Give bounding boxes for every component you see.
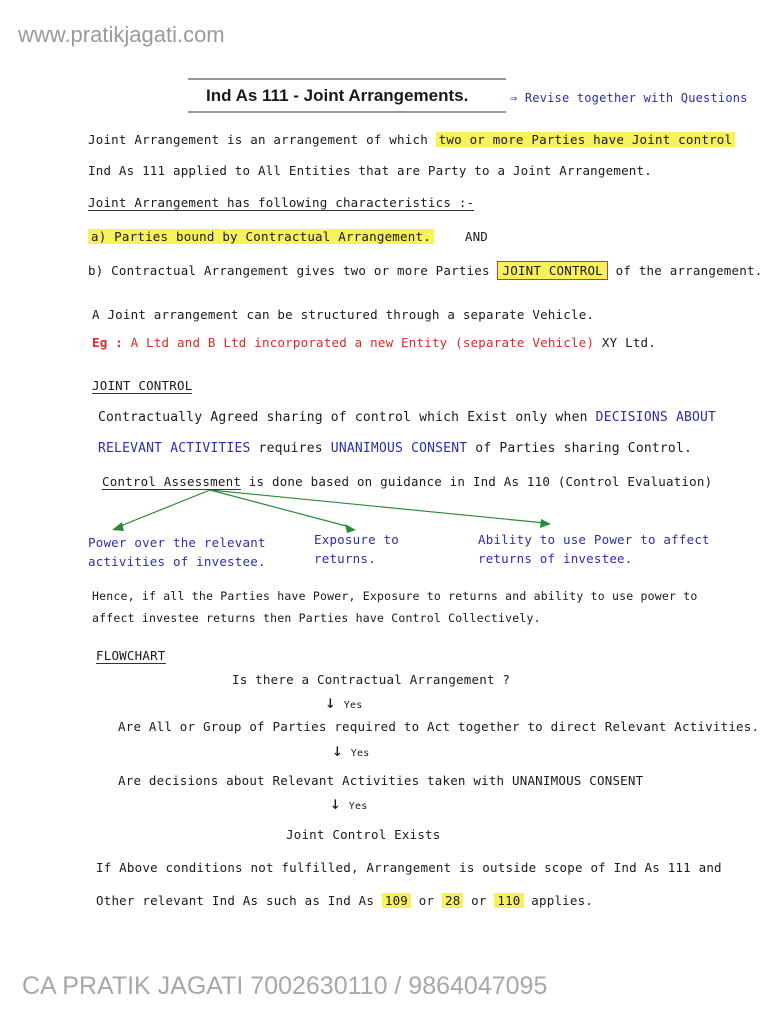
arrow-power — [118, 490, 210, 527]
watermark-website: www.pratikjagati.com — [18, 22, 225, 47]
applied-line: Ind As 111 applied to All Entities that are Party to a Joint Arrangement. — [88, 163, 652, 178]
joint-control-box: JOINT CONTROL — [497, 261, 607, 280]
conclusion-line-2: Other relevant Ind As such as Ind As 109 or 28 or 110 applies. — [96, 893, 594, 908]
flow-arrow-1: ↓ Yes — [325, 692, 363, 713]
hence-paragraph: Hence, if all the Parties have Power, Exposure to returns and ability to use power to affect investee returns then Parties have Control Collectively. — [92, 589, 698, 625]
definition-highlight: two or more Parties have Joint control — [436, 132, 736, 147]
characteristics-heading: Joint Arrangement has following characteristics :- — [88, 195, 475, 210]
branch-exposure: Exposure to returns. — [314, 532, 399, 566]
structured-line: A Joint arrangement can be structured through a separate Vehicle. — [92, 307, 595, 322]
watermark-contact: CA PRATIK JAGATI 7002630110 / 9864047095 — [22, 972, 548, 1000]
characteristic-b: b) Contractual Arrangement gives two or more Parties JOINT CONTROL of the arrangement. — [88, 263, 763, 278]
conclusion-line-1: If Above conditions not fulfilled, Arrangement is outside scope of Ind As 111 and — [96, 860, 722, 875]
arrow-exposure — [210, 490, 350, 527]
flow-q3: Are decisions about Relevant Activities taken with UNANIMOUS CONSENT — [118, 773, 644, 788]
jc-line-1: Contractually Agreed sharing of control which Exist only when DECISIONS ABOUT — [98, 410, 717, 425]
page-title: Ind As 111 - Joint Arrangements. — [206, 86, 469, 105]
arrow-ability — [210, 490, 545, 523]
flowchart-heading: FLOWCHART — [96, 648, 166, 663]
example-line: Eg : A Ltd and B Ltd incorporated a new Entity (separate Vehicle) XY Ltd. — [92, 335, 657, 350]
control-assessment-line: Control Assessment is done based on guidance in Ind As 110 (Control Evaluation) — [102, 474, 713, 489]
revise-note: ⇒ Revise together with Questions — [510, 91, 748, 105]
flow-q1: Is there a Contractual Arrangement ? — [232, 672, 511, 687]
joint-control-heading: JOINT CONTROL — [92, 378, 193, 393]
characteristic-a: a) Parties bound by Contractual Arrangement. AND — [88, 229, 488, 244]
branch-power: Power over the relevant activities of investee. — [88, 535, 266, 569]
flow-q2: Are All or Group of Parties required to Act together to direct Relevant Activities. — [118, 719, 760, 734]
flow-arrow-3: ↓ Yes — [330, 793, 368, 814]
flow-arrow-2: ↓ Yes — [332, 740, 370, 761]
definition-line: Joint Arrangement is an arrangement of which two or more Parties have Joint control — [88, 132, 735, 147]
branch-ability: Ability to use Power to affect returns of investee. — [478, 532, 710, 566]
flow-result: Joint Control Exists — [286, 827, 441, 842]
jc-line-2: RELEVANT ACTIVITIES requires UNANIMOUS CONSENT of Parties sharing Control. — [98, 441, 693, 456]
